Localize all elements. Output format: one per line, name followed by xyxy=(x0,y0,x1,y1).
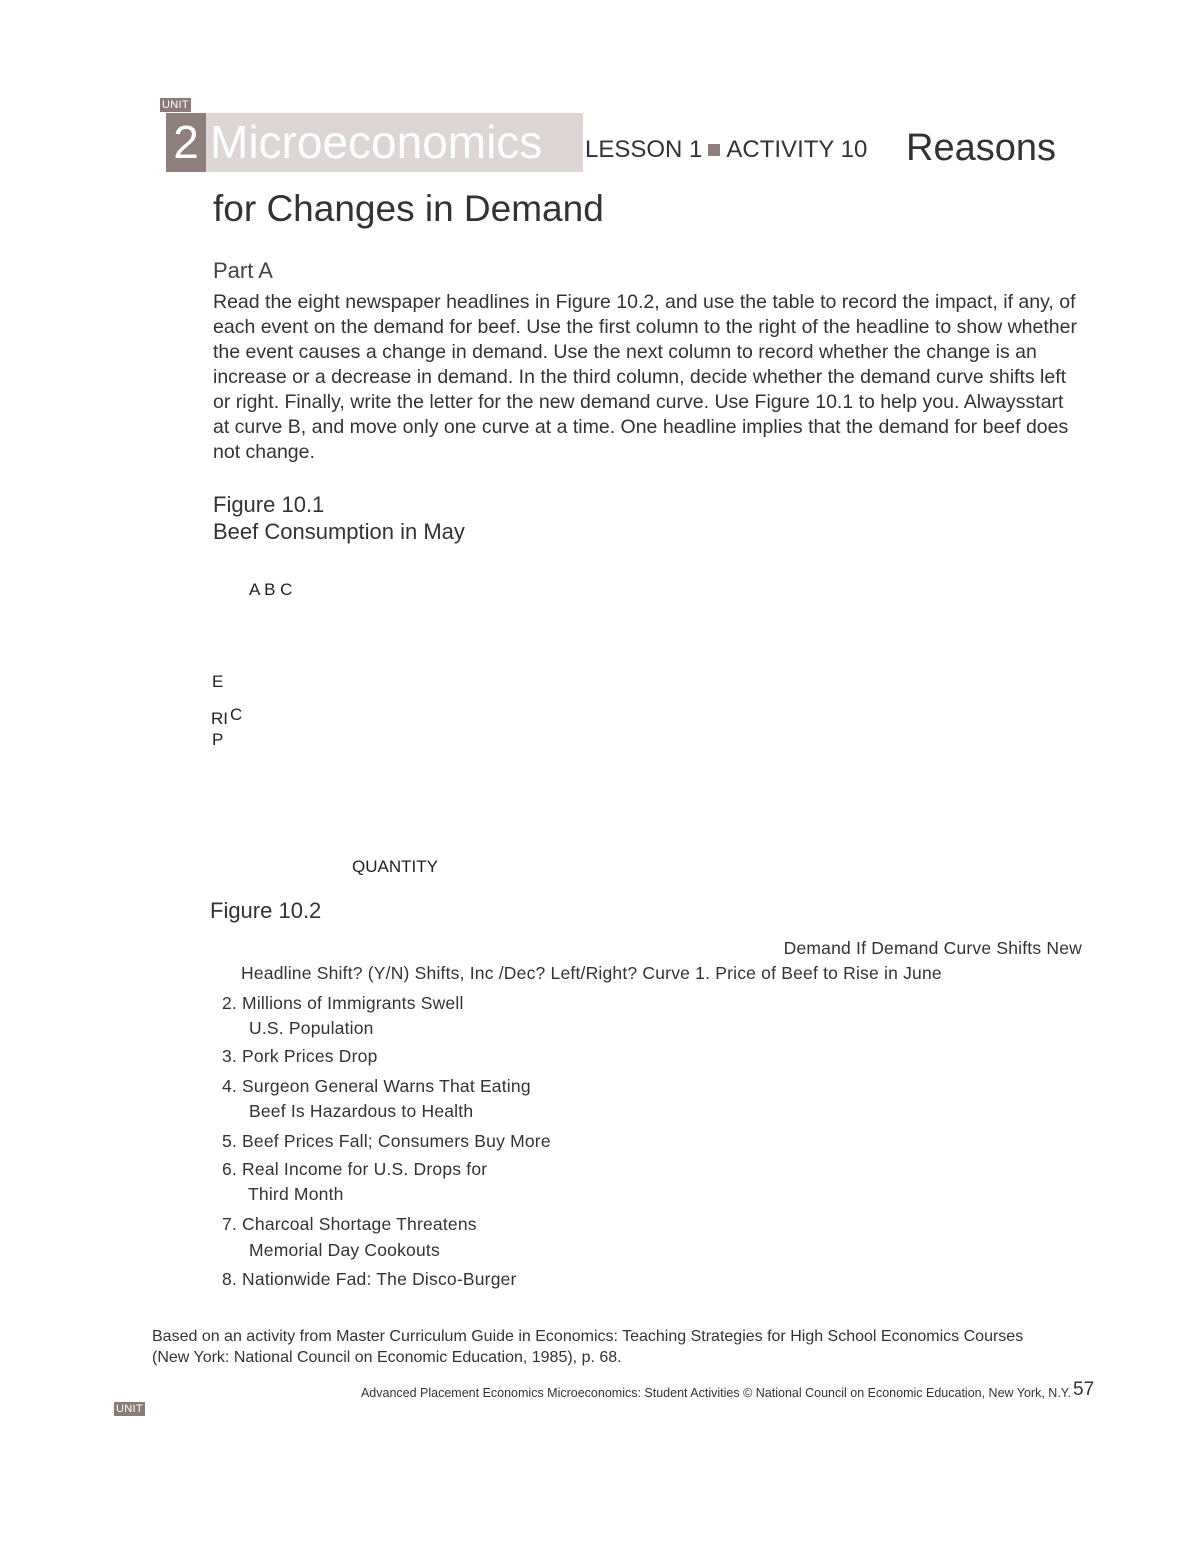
bullet-square-icon xyxy=(708,144,720,156)
table-row: 6. Real Income for U.S. Drops for xyxy=(222,1159,488,1179)
figure-10-1-caption: Beef Consumption in May xyxy=(213,519,465,544)
table-row: 4. Surgeon General Warns That Eating xyxy=(222,1076,531,1096)
lesson-activity-line xyxy=(585,136,867,164)
part-a-instructions: Read the eight newspaper headlines in Figure 10.2, and use the table to record the impact, if any, of each event on the demand for beef. Use the first column to the right of the headline to show whether the event causes a change in demand. Use the next column to record whether the change is an increase or a decrease in demand. In the third column, decide whether the demand curve shifts left or right. Finally, write the letter for the new demand curve. Use Figure 10.1 to help you. Alwaysstart at curve B, and move only one curve at a time. One headline implies that the demand for beef does not change. xyxy=(213,291,1077,463)
table-row: 8. Nationwide Fad: The Disco-Burger xyxy=(222,1269,517,1289)
table-row: 7. Charcoal Shortage Threatens xyxy=(222,1214,477,1234)
figure-10-2-label: Figure 10.2 xyxy=(210,898,322,923)
axis-y-letter-e: E xyxy=(212,672,224,691)
table-row: Memorial Day Cookouts xyxy=(249,1240,440,1260)
axis-y-letters-ri: RI xyxy=(211,709,228,728)
curve-labels: A B C xyxy=(249,580,293,599)
table-row: 3. Pork Prices Drop xyxy=(222,1046,378,1066)
part-a-heading: Part A xyxy=(213,258,273,283)
unit-tag: UNIT xyxy=(162,99,189,111)
unit-tag-bottom: UNIT xyxy=(116,1403,143,1415)
axis-y-letter-c: C xyxy=(230,705,243,724)
page-title-part1: Reasons xyxy=(906,127,1056,169)
page-number: 57 xyxy=(1073,1379,1095,1400)
table-row: 2. Millions of Immigrants Swell xyxy=(222,993,464,1013)
table-row: U.S. Population xyxy=(249,1018,374,1038)
source-note-line2: (New York: National Council on Economic Education, 1985), p. 68. xyxy=(152,1349,622,1366)
unit-number: 2 xyxy=(166,113,206,172)
table-header-line1: Demand If Demand Curve Shifts New xyxy=(783,938,1082,958)
table-row: Beef Is Hazardous to Health xyxy=(249,1101,474,1121)
copyright-line: Advanced Placement Economics Microeconomics: Student Activities © National Council on Economic Education, New York, N.Y. xyxy=(360,1386,1071,1400)
activity-label: ACTIVITY 10 xyxy=(726,136,868,163)
figure-10-1-label: Figure 10.1 xyxy=(213,492,325,517)
axis-y-letter-p: P xyxy=(212,730,224,749)
table-header-line2: Headline Shift? (Y/N) Shifts, Inc /Dec? Left/Right? Curve 1. Price of Beef to Rise in June xyxy=(241,963,942,983)
page-title-part2: for Changes in Demand xyxy=(213,188,604,229)
table-row: Third Month xyxy=(248,1184,344,1204)
unit-name: Microeconomics xyxy=(206,113,583,172)
lesson-label: LESSON 1 xyxy=(585,136,703,163)
axis-x-label: QUANTITY xyxy=(352,857,438,876)
table-row: 5. Beef Prices Fall; Consumers Buy More xyxy=(222,1131,551,1151)
source-note-line1: Based on an activity from Master Curriculum Guide in Economics: Teaching Strategies for High School Economics Courses xyxy=(152,1328,1024,1345)
